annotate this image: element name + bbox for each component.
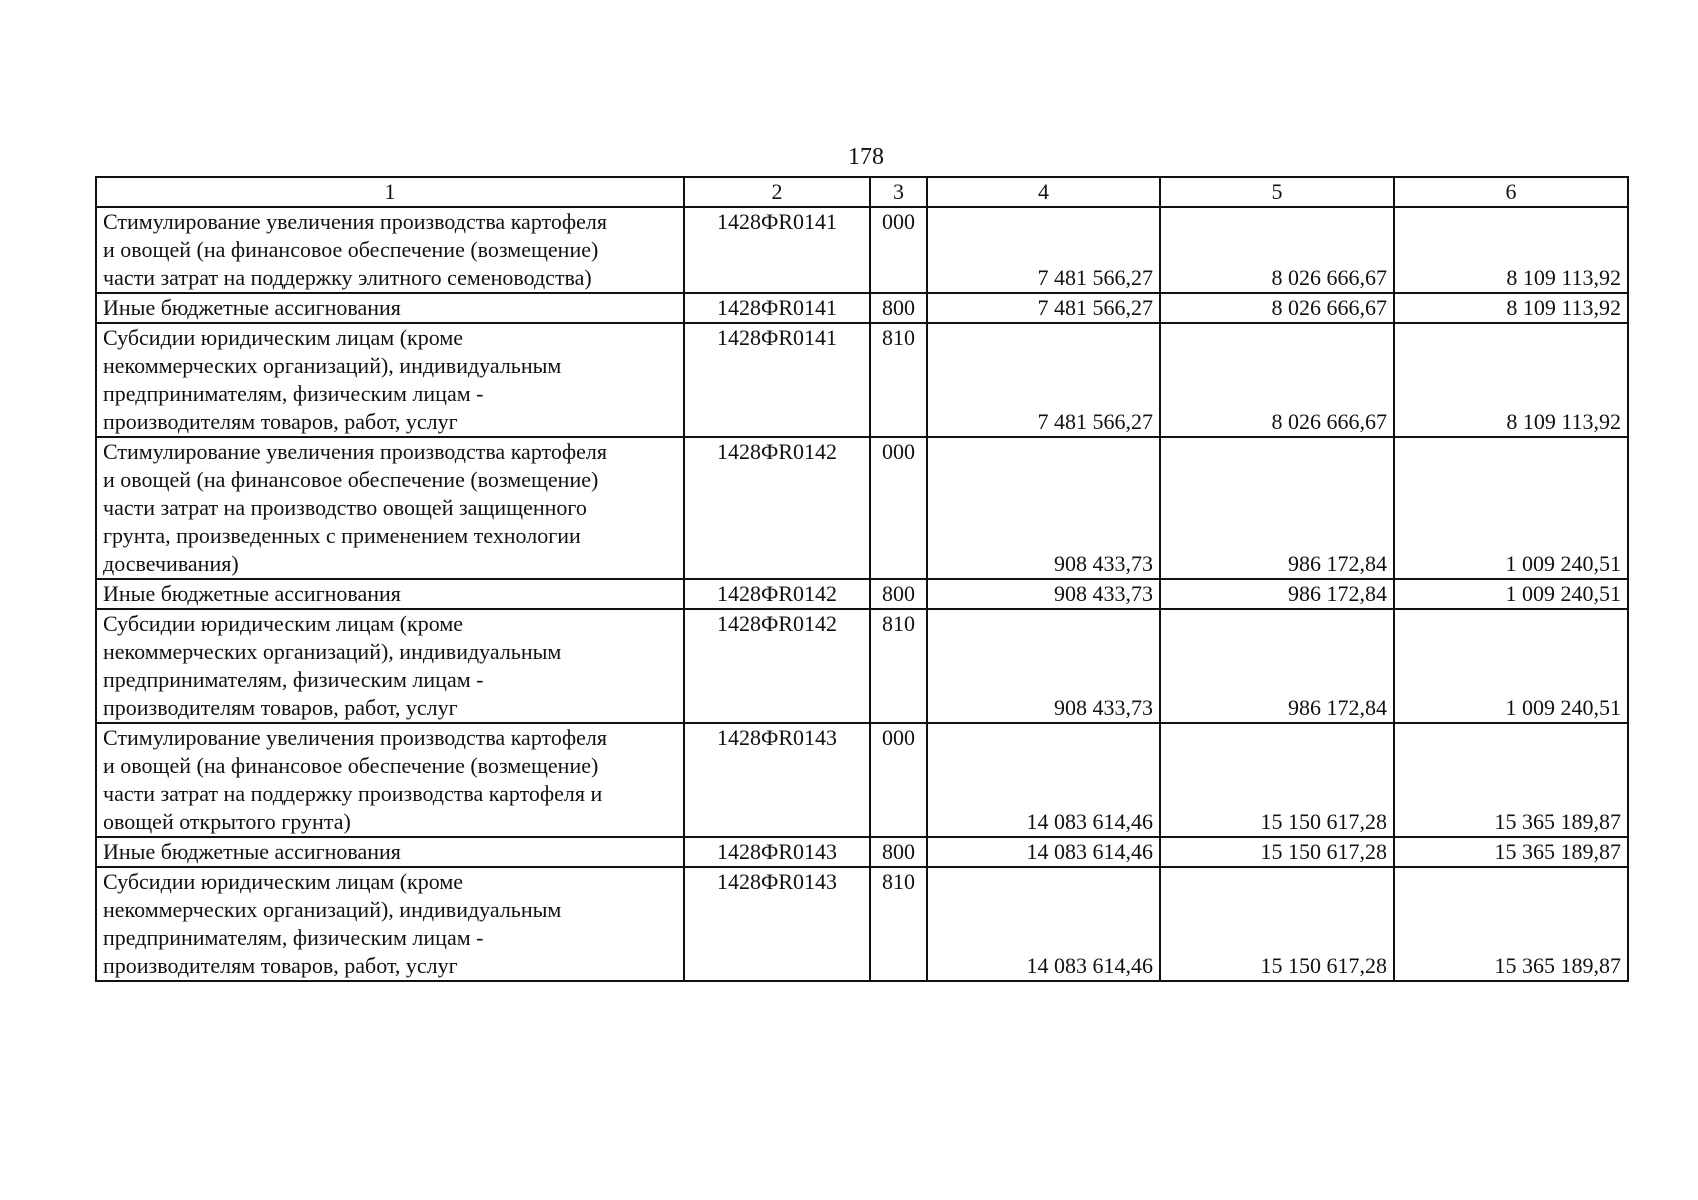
- amount-col5: 8 026 666,67: [1160, 293, 1394, 323]
- expense-name-line: Субсидии юридическим лицам (кроме: [103, 611, 464, 636]
- expense-name-line: части затрат на поддержку производства картофеля и: [103, 781, 603, 806]
- expense-type-code: 800: [870, 579, 927, 609]
- amount-col5: 15 150 617,28: [1160, 867, 1394, 981]
- amount-col5: 8 026 666,67: [1160, 207, 1394, 293]
- expense-name-line: производителям товаров, работ, услуг: [103, 695, 458, 720]
- expense-name-line: Стимулирование увеличения производства картофеля: [103, 209, 607, 234]
- expense-name-line: досвечивания): [103, 551, 239, 576]
- expense-name-line: Стимулирование увеличения производства картофеля: [103, 439, 607, 464]
- expense-name-line: Субсидии юридическим лицам (кроме: [103, 325, 464, 350]
- amount-col5: 986 172,84: [1160, 579, 1394, 609]
- table-row: [96, 437, 1628, 579]
- expense-name-cell: [96, 323, 684, 437]
- amount-col4: 14 083 614,46: [927, 867, 1160, 981]
- amount-col5: 986 172,84: [1160, 437, 1394, 579]
- expense-name-cell: [96, 867, 684, 981]
- expense-type-code: 800: [870, 837, 927, 867]
- table-header-row: [96, 177, 1628, 207]
- expense-name-line: грунта, произведенных с применением технологии: [103, 523, 581, 548]
- expense-type-code: 000: [870, 437, 927, 579]
- amount-col4: 908 433,73: [927, 437, 1160, 579]
- target-article-code: 1428ФR0141: [684, 323, 870, 437]
- table-row: [96, 609, 1628, 723]
- amount-col6: 8 109 113,92: [1394, 323, 1628, 437]
- expense-name-line: Иные бюджетные ассигнования: [103, 839, 401, 864]
- expense-name-line: части затрат на производство овощей защищенного: [103, 495, 587, 520]
- column-header: 3: [870, 177, 927, 207]
- expense-type-code: 800: [870, 293, 927, 323]
- expense-name-cell: [96, 837, 684, 867]
- amount-col4: 7 481 566,27: [927, 323, 1160, 437]
- expense-type-code: 810: [870, 323, 927, 437]
- amount-col6: 1 009 240,51: [1394, 579, 1628, 609]
- expense-name-line: и овощей (на финансовое обеспечение (возмещение): [103, 237, 599, 262]
- amount-col4: 908 433,73: [927, 579, 1160, 609]
- target-article-code: 1428ФR0143: [684, 867, 870, 981]
- expense-name-line: и овощей (на финансовое обеспечение (возмещение): [103, 467, 599, 492]
- table-row: [96, 207, 1628, 293]
- column-header: 1: [96, 177, 684, 207]
- expense-name-line: некоммерческих организаций), индивидуальным: [103, 353, 562, 378]
- column-header: 2: [684, 177, 870, 207]
- expense-name-line: Иные бюджетные ассигнования: [103, 581, 401, 606]
- expense-type-code: 810: [870, 609, 927, 723]
- expense-name-line: предпринимателям, физическим лицам -: [103, 381, 484, 406]
- amount-col5: 986 172,84: [1160, 609, 1394, 723]
- table-row: [96, 867, 1628, 981]
- expense-name-line: части затрат на поддержку элитного семеноводства): [103, 265, 592, 290]
- expense-name-line: Иные бюджетные ассигнования: [103, 295, 401, 320]
- column-header: 6: [1394, 177, 1628, 207]
- table-row: [96, 837, 1628, 867]
- expense-name-line: Стимулирование увеличения производства картофеля: [103, 725, 607, 750]
- table-row: [96, 723, 1628, 837]
- amount-col5: 8 026 666,67: [1160, 323, 1394, 437]
- expense-name-cell: [96, 437, 684, 579]
- target-article-code: 1428ФR0142: [684, 579, 870, 609]
- amount-col4: 7 481 566,27: [927, 293, 1160, 323]
- amount-col6: 8 109 113,92: [1394, 293, 1628, 323]
- amount-col6: 1 009 240,51: [1394, 437, 1628, 579]
- expense-name-line: некоммерческих организаций), индивидуальным: [103, 897, 562, 922]
- expense-type-code: 810: [870, 867, 927, 981]
- amount-col6: 8 109 113,92: [1394, 207, 1628, 293]
- amount-col4: 7 481 566,27: [927, 207, 1160, 293]
- amount-col6: 15 365 189,87: [1394, 723, 1628, 837]
- amount-col6: 1 009 240,51: [1394, 609, 1628, 723]
- expense-name-cell: [96, 293, 684, 323]
- target-article-code: 1428ФR0142: [684, 437, 870, 579]
- expense-name-line: овощей открытого грунта): [103, 809, 351, 834]
- page-number: 178: [848, 144, 884, 170]
- expense-type-code: 000: [870, 207, 927, 293]
- expense-name-line: предпринимателям, физическим лицам -: [103, 667, 484, 692]
- expense-type-code: 000: [870, 723, 927, 837]
- expense-name-cell: [96, 723, 684, 837]
- expense-name-line: некоммерческих организаций), индивидуальным: [103, 639, 562, 664]
- target-article-code: 1428ФR0143: [684, 837, 870, 867]
- amount-col6: 15 365 189,87: [1394, 837, 1628, 867]
- table-row: [96, 579, 1628, 609]
- expense-name-line: и овощей (на финансовое обеспечение (возмещение): [103, 753, 599, 778]
- amount-col4: 14 083 614,46: [927, 837, 1160, 867]
- table-row: [96, 293, 1628, 323]
- amount-col5: 15 150 617,28: [1160, 837, 1394, 867]
- target-article-code: 1428ФR0143: [684, 723, 870, 837]
- table-row: [96, 323, 1628, 437]
- target-article-code: 1428ФR0141: [684, 207, 870, 293]
- expense-name-line: производителям товаров, работ, услуг: [103, 409, 458, 434]
- expense-name-line: производителям товаров, работ, услуг: [103, 953, 458, 978]
- target-article-code: 1428ФR0141: [684, 293, 870, 323]
- target-article-code: 1428ФR0142: [684, 609, 870, 723]
- amount-col6: 15 365 189,87: [1394, 867, 1628, 981]
- column-header: 5: [1160, 177, 1394, 207]
- expense-name-line: Субсидии юридическим лицам (кроме: [103, 869, 464, 894]
- expense-name-cell: [96, 579, 684, 609]
- expense-name-line: предпринимателям, физическим лицам -: [103, 925, 484, 950]
- expense-name-cell: [96, 207, 684, 293]
- expense-name-cell: [96, 609, 684, 723]
- amount-col4: 14 083 614,46: [927, 723, 1160, 837]
- column-header: 4: [927, 177, 1160, 207]
- amount-col4: 908 433,73: [927, 609, 1160, 723]
- amount-col5: 15 150 617,28: [1160, 723, 1394, 837]
- budget-table: [95, 176, 1629, 982]
